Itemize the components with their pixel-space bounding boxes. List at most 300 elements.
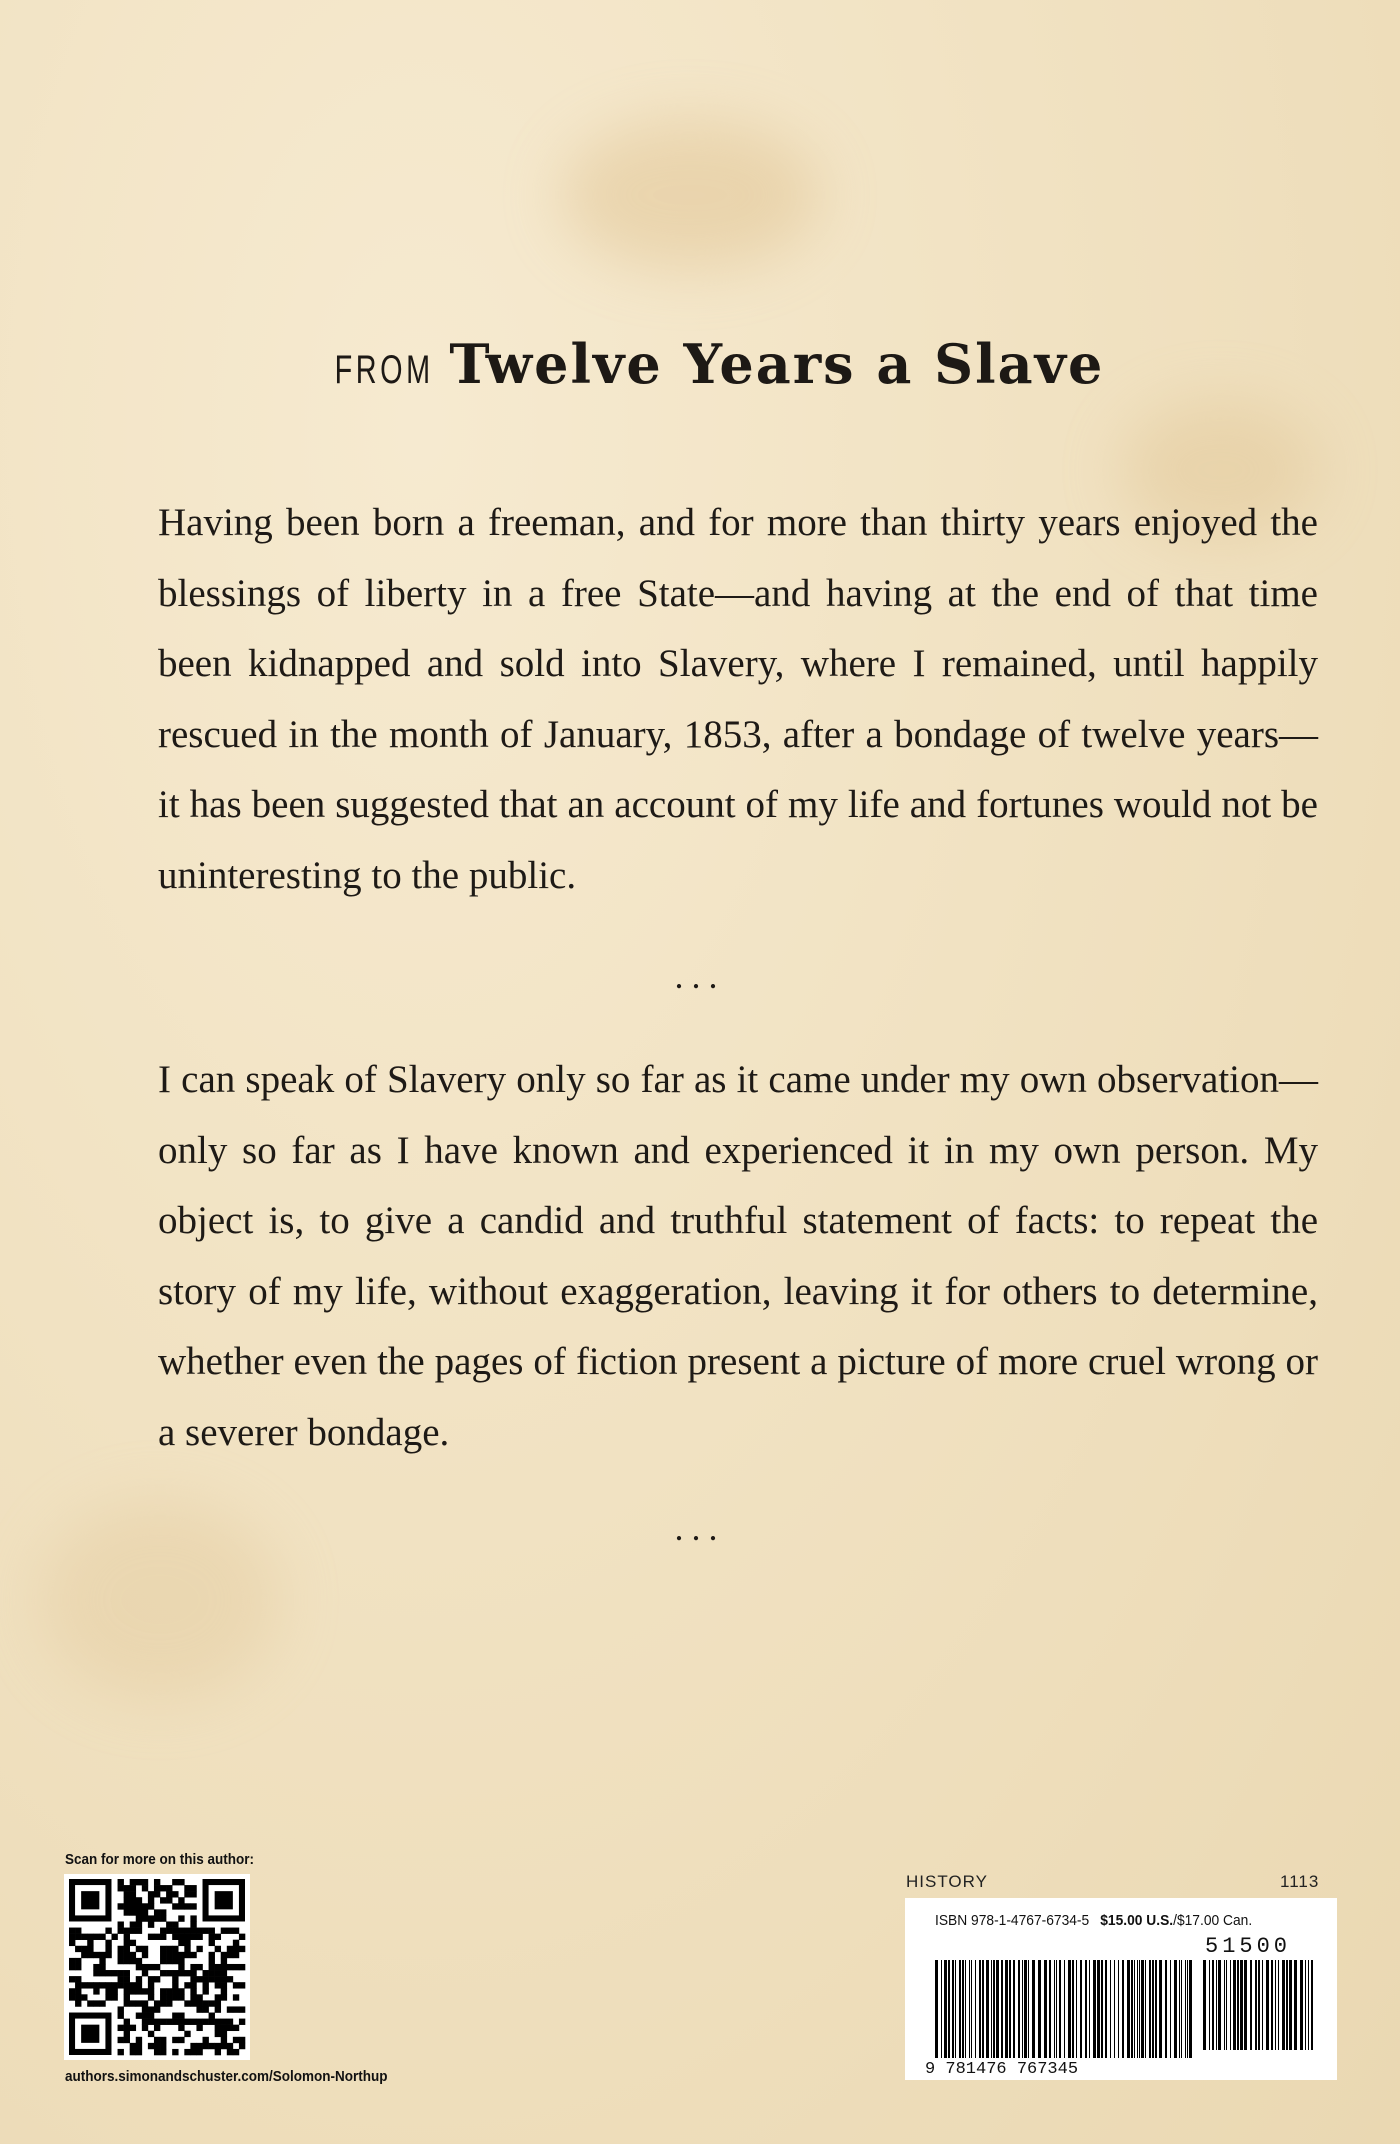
barcode-bar <box>959 1960 961 2058</box>
qr-module <box>184 1891 190 1897</box>
qr-module <box>148 1982 154 1988</box>
qr-module <box>136 1964 142 1970</box>
qr-module <box>196 2019 202 2025</box>
heading-from: FROM <box>334 348 434 392</box>
qr-module <box>172 1891 178 1897</box>
qr-module <box>221 1976 227 1982</box>
qr-module <box>203 2019 209 2025</box>
qr-module <box>209 1970 215 1976</box>
qr-module <box>75 2000 81 2006</box>
qr-module <box>196 1946 202 1952</box>
barcode-bar <box>1141 1960 1144 2058</box>
addon-bar <box>1300 1960 1303 2050</box>
qr-module <box>227 1964 233 1970</box>
barcode-bar <box>1005 1960 1008 2058</box>
qr-module <box>118 1982 124 1988</box>
qr-module <box>160 1958 166 1964</box>
qr-module <box>87 2000 93 2006</box>
qr-code[interactable] <box>64 1874 250 2060</box>
qr-module <box>178 2013 184 2019</box>
qr-module <box>196 2049 202 2055</box>
qr-module <box>118 1928 124 1934</box>
qr-module <box>172 1994 178 2000</box>
qr-module <box>227 2025 233 2031</box>
qr-module <box>184 1903 190 1909</box>
qr-module <box>166 1988 172 1994</box>
barcode-bar <box>944 1960 947 2058</box>
addon-bar <box>1203 1960 1206 2050</box>
qr-module <box>160 1994 166 2000</box>
qr-module <box>178 2037 184 2043</box>
addon-bar <box>1311 1960 1313 2050</box>
qr-module <box>178 1940 184 1946</box>
qr-module <box>69 1940 75 1946</box>
qr-module <box>215 2006 221 2012</box>
qr-module <box>239 1982 245 1988</box>
qr-module <box>130 2043 136 2049</box>
qr-module <box>215 2000 221 2006</box>
qr-module <box>172 1928 178 1934</box>
qr-module <box>160 2043 166 2049</box>
qr-module <box>148 2013 154 2019</box>
qr-module <box>75 1928 81 1934</box>
qr-module <box>190 1964 196 1970</box>
qr-module <box>87 1982 93 1988</box>
qr-module <box>184 1952 190 1958</box>
barcode-bar <box>1080 1960 1082 2058</box>
paper-stain <box>560 120 820 270</box>
qr-module <box>233 1964 239 1970</box>
qr-module <box>178 1879 184 1885</box>
addon-bar <box>1233 1960 1236 2050</box>
qr-module <box>87 1940 93 1946</box>
qr-module <box>190 1934 196 1940</box>
qr-module <box>148 2031 154 2037</box>
qr-module <box>190 1952 196 1958</box>
qr-module <box>124 1885 130 1891</box>
qr-module <box>166 1885 172 1891</box>
qr-module <box>239 2006 245 2012</box>
price-us: $15.00 U.S. <box>1100 1912 1174 1929</box>
qr-module <box>118 1946 124 1952</box>
qr-finder-center <box>81 2025 99 2043</box>
barcode-bar <box>962 1960 964 2058</box>
qr-module <box>184 1885 190 1891</box>
qr-module <box>184 2019 190 2025</box>
addon-bar <box>1244 1960 1247 2050</box>
barcode-bar <box>1114 1960 1115 2058</box>
qr-module <box>215 1976 221 1982</box>
qr-module <box>148 1921 154 1927</box>
barcode-bar <box>1013 1960 1015 2058</box>
qr-module <box>160 1970 166 1976</box>
qr-module <box>172 1946 178 1952</box>
addon-bar <box>1226 1960 1227 2050</box>
qr-module <box>184 2049 190 2055</box>
qr-module <box>136 2037 142 2043</box>
qr-module <box>160 1897 166 1903</box>
addon-bar <box>1250 1960 1252 2050</box>
barcode-bar <box>971 1960 972 2058</box>
qr-module <box>136 1982 142 1988</box>
qr-module <box>142 2006 148 2012</box>
price-can: /$17.00 Can. <box>1173 1912 1253 1929</box>
barcode-bar <box>1110 1960 1111 2058</box>
qr-module <box>221 1958 227 1964</box>
qr-module <box>124 1909 130 1915</box>
qr-module <box>75 1934 81 1940</box>
qr-module <box>184 1946 190 1952</box>
qr-module <box>105 1940 111 1946</box>
qr-module <box>239 2019 245 2025</box>
qr-module <box>136 2013 142 2019</box>
qr-module <box>81 1994 87 2000</box>
qr-module <box>136 1946 142 1952</box>
barcode-bar <box>1145 1960 1146 2058</box>
barcode-bar <box>1054 1960 1055 2058</box>
barcode-bar <box>1137 1960 1138 2058</box>
qr-module <box>203 1970 209 1976</box>
qr-module <box>75 1958 81 1964</box>
qr-module <box>124 1891 130 1897</box>
barcode-bar <box>952 1960 954 2058</box>
addon-bar <box>1282 1960 1285 2050</box>
qr-module <box>196 1976 202 1982</box>
qr-module <box>93 1988 99 1994</box>
addon-bar <box>1305 1960 1306 2050</box>
qr-module <box>209 1976 215 1982</box>
qr-module <box>178 1970 184 1976</box>
qr-module <box>148 2019 154 2025</box>
qr-module <box>124 1994 130 2000</box>
qr-module <box>154 1976 160 1982</box>
excerpt-heading <box>0 332 1400 396</box>
qr-module <box>215 1934 221 1940</box>
barcode-bar <box>1181 1960 1182 2058</box>
qr-module <box>124 2037 130 2043</box>
qr-module <box>93 1982 99 1988</box>
addon-bar <box>1224 1960 1225 2050</box>
qr-module <box>172 1988 178 1994</box>
qr-module <box>81 1946 87 1952</box>
qr-module <box>136 2043 142 2049</box>
qr-module <box>203 2000 209 2006</box>
qr-module <box>136 1879 142 1885</box>
barcode-bar <box>1097 1960 1100 2058</box>
qr-module <box>166 1897 172 1903</box>
barcode-bar <box>1179 1960 1180 2058</box>
qr-module <box>136 2049 142 2055</box>
qr-module <box>136 2000 142 2006</box>
qr-finder-center <box>215 1891 233 1909</box>
qr-module <box>190 1885 196 1891</box>
qr-module <box>178 1952 184 1958</box>
barcode-bar <box>1139 1960 1140 2058</box>
qr-module <box>227 2043 233 2049</box>
qr-module <box>184 1982 190 1988</box>
qr-module <box>148 1915 154 1921</box>
qr-module <box>172 1958 178 1964</box>
qr-module <box>184 1928 190 1934</box>
qr-module <box>148 1976 154 1982</box>
qr-module <box>196 1964 202 1970</box>
qr-module <box>184 2000 190 2006</box>
qr-module <box>154 2019 160 2025</box>
addon-bar <box>1275 1960 1276 2050</box>
qr-module <box>105 1928 111 1934</box>
qr-module <box>81 1982 87 1988</box>
qr-module <box>221 2019 227 2025</box>
qr-module <box>118 2037 124 2043</box>
barcode-bar <box>969 1960 970 2058</box>
barcode-bar <box>1059 1960 1061 2058</box>
heading-book-title: Twelve Years a Slave <box>449 332 1105 396</box>
barcode-bar <box>1189 1960 1192 2058</box>
barcode-bar <box>1165 1960 1167 2058</box>
qr-module <box>178 2025 184 2031</box>
qr-module <box>136 1958 142 1964</box>
barcode-bar <box>986 1960 989 2058</box>
qr-module <box>154 1915 160 1921</box>
addon-bar <box>1286 1960 1288 2050</box>
qr-module <box>142 1915 148 1921</box>
qr-module <box>124 1976 130 1982</box>
qr-module <box>166 1946 172 1952</box>
qr-module <box>160 1946 166 1952</box>
qr-module <box>172 2049 178 2055</box>
qr-module <box>203 2006 209 2012</box>
qr-module <box>215 2049 221 2055</box>
barcode-bar <box>1149 1960 1151 2058</box>
barcode-bar <box>1068 1960 1071 2058</box>
qr-module <box>172 1903 178 1909</box>
qr-module <box>154 2006 160 2012</box>
qr-module <box>160 1928 166 1934</box>
qr-module <box>221 2037 227 2043</box>
qr-module <box>233 1982 239 1988</box>
qr-module <box>227 2019 233 2025</box>
qr-module <box>227 2006 233 2012</box>
qr-module <box>69 1934 75 1940</box>
excerpt-paragraph-1: Having been born a freeman, and for more than thirty years enjoyed the blessings of liberty in a free State—and having at the end of that time been kidnapped and sold into Slavery, where I remained, until happily rescued in the month of January, 1853, after a bondage of twelve years—it has been suggested that an account of my life and fortunes would not be uninteresting to the public. <box>158 501 1318 897</box>
qr-module <box>166 1970 172 1976</box>
qr-module <box>75 1982 81 1988</box>
qr-module <box>221 1970 227 1976</box>
qr-module <box>209 2043 215 2049</box>
barcode-bar <box>1105 1960 1107 2058</box>
qr-module <box>148 1897 154 1903</box>
qr-module <box>130 2049 136 2055</box>
qr-module <box>190 2000 196 2006</box>
qr-module <box>227 1952 233 1958</box>
qr-module <box>172 1982 178 1988</box>
barcode-bar <box>1024 1960 1027 2058</box>
qr-module <box>239 1934 245 1940</box>
qr-module <box>105 1946 111 1952</box>
qr-module <box>124 1982 130 1988</box>
barcode-bar <box>1044 1960 1047 2058</box>
qr-module <box>142 1970 148 1976</box>
excerpt-paragraph-2: I can speak of Slavery only so far as it came under my own observation—only so far as I have known and experienced it in my own person. My object is, to give a candid and truthful statement of facts: to repeat the story of my life, without exaggeration, leaving it for others to determine, whether even the pages of fiction present a picture of more cruel wrong or a severer bondage. <box>158 1058 1318 1454</box>
addon-bar <box>1212 1960 1214 2050</box>
isbn-text: ISBN 978-1-4767-6734-5 <box>935 1912 1090 1929</box>
qr-module <box>209 2013 215 2019</box>
qr-module <box>203 2037 209 2043</box>
qr-module <box>124 1988 130 1994</box>
qr-module <box>178 1928 184 1934</box>
qr-module <box>227 1928 233 1934</box>
qr-module <box>136 1897 142 1903</box>
qr-module <box>160 2049 166 2055</box>
qr-module <box>233 1928 239 1934</box>
qr-module <box>160 2019 166 2025</box>
qr-module <box>154 2043 160 2049</box>
qr-module <box>130 1891 136 1897</box>
qr-module <box>142 1909 148 1915</box>
qr-module <box>118 2013 124 2019</box>
barcode-bar <box>1170 1960 1171 2058</box>
qr-module <box>124 2019 130 2025</box>
qr-module <box>160 2000 166 2006</box>
qr-module <box>148 2043 154 2049</box>
qr-module <box>178 1958 184 1964</box>
addon-bar <box>1218 1960 1221 2050</box>
qr-module <box>136 1903 142 1909</box>
qr-module <box>124 2025 130 2031</box>
qr-module <box>69 1994 75 2000</box>
barcode-bar <box>1127 1960 1130 2058</box>
author-url-link[interactable]: authors.simonandschuster.com/Solomon-Northup <box>65 2068 388 2085</box>
qr-module <box>148 1891 154 1897</box>
qr-module <box>215 1970 221 1976</box>
qr-module <box>124 1928 130 1934</box>
qr-module <box>190 1976 196 1982</box>
addon-bar <box>1216 1960 1217 2050</box>
qr-module <box>154 2025 160 2031</box>
category-label: HISTORY <box>906 1872 988 1891</box>
qr-module <box>111 1982 117 1988</box>
barcode-bar <box>1072 1960 1074 2058</box>
qr-module <box>148 1988 154 1994</box>
addon-bar <box>1262 1960 1263 2050</box>
isbn-barcode <box>933 1960 1193 2058</box>
qr-module <box>190 1891 196 1897</box>
qr-module <box>142 1988 148 1994</box>
qr-module <box>190 1915 196 1921</box>
qr-module <box>99 1982 105 1988</box>
qr-module <box>130 2025 136 2031</box>
qr-module <box>118 1970 124 1976</box>
isbn-price-line <box>935 1912 1252 1929</box>
barcode-bar <box>941 1960 942 2058</box>
barcode-bar <box>1187 1960 1188 2058</box>
qr-module <box>154 1879 160 1885</box>
addon-bar <box>1237 1960 1239 2050</box>
qr-module <box>215 1964 221 1970</box>
qr-module <box>172 1970 178 1976</box>
qr-module <box>118 2025 124 2031</box>
qr-module <box>148 1964 154 1970</box>
qr-module <box>196 2025 202 2031</box>
qr-module <box>93 1934 99 1940</box>
qr-module <box>178 1988 184 1994</box>
qr-module <box>99 1958 105 1964</box>
qr-module <box>154 2000 160 2006</box>
qr-module <box>166 1994 172 2000</box>
qr-module <box>69 1958 75 1964</box>
qr-module <box>124 1940 130 1946</box>
qr-module <box>148 1934 154 1940</box>
barcode-bar <box>975 1960 976 2058</box>
barcode-bar <box>1049 1960 1051 2058</box>
qr-module <box>196 2043 202 2049</box>
qr-module <box>154 1885 160 1891</box>
barcode-bar <box>1174 1960 1177 2058</box>
addon-bar <box>1209 1960 1210 2050</box>
barcode-bar <box>935 1960 938 2058</box>
barcode-bar <box>1001 1960 1003 2058</box>
qr-module <box>239 1946 245 1952</box>
barcode-bar <box>991 1960 992 2058</box>
qr-module <box>160 1909 166 1915</box>
qr-module <box>209 2000 215 2006</box>
qr-module <box>130 1982 136 1988</box>
qr-module <box>221 1964 227 1970</box>
qr-module <box>203 2043 209 2049</box>
qr-module <box>105 1952 111 1958</box>
qr-module <box>154 1964 160 1970</box>
qr-module <box>221 1988 227 1994</box>
qr-module <box>166 2000 172 2006</box>
qr-module <box>190 1994 196 2000</box>
qr-module <box>221 2031 227 2037</box>
qr-module <box>196 2006 202 2012</box>
qr-module <box>209 2019 215 2025</box>
qr-module <box>105 1988 111 1994</box>
barcode-bar <box>1134 1960 1135 2058</box>
qr-module <box>184 1934 190 1940</box>
qr-code-graphic <box>64 1874 250 2060</box>
qr-module <box>190 1903 196 1909</box>
qr-module <box>130 1897 136 1903</box>
qr-finder-center <box>81 1891 99 1909</box>
qr-module <box>221 1982 227 1988</box>
qr-module <box>215 2043 221 2049</box>
barcode-bar <box>1155 1960 1157 2058</box>
qr-module <box>178 1964 184 1970</box>
qr-module <box>166 1928 172 1934</box>
barcode-bar <box>1185 1960 1186 2058</box>
qr-module <box>215 2025 221 2031</box>
qr-module <box>233 1952 239 1958</box>
qr-module <box>75 1976 81 1982</box>
qr-module <box>178 1897 184 1903</box>
qr-module <box>124 1952 130 1958</box>
qr-module <box>233 1994 239 2000</box>
barcode-bar <box>965 1960 966 2058</box>
qr-module <box>221 1928 227 1934</box>
qr-module <box>196 1994 202 2000</box>
qr-module <box>221 2025 227 2031</box>
qr-module <box>148 1994 154 2000</box>
qr-module <box>124 1958 130 1964</box>
qr-module <box>105 1970 111 1976</box>
qr-module <box>160 2037 166 2043</box>
qr-module <box>190 2019 196 2025</box>
qr-module <box>160 1934 166 1940</box>
qr-module <box>154 2037 160 2043</box>
qr-module <box>124 1903 130 1909</box>
